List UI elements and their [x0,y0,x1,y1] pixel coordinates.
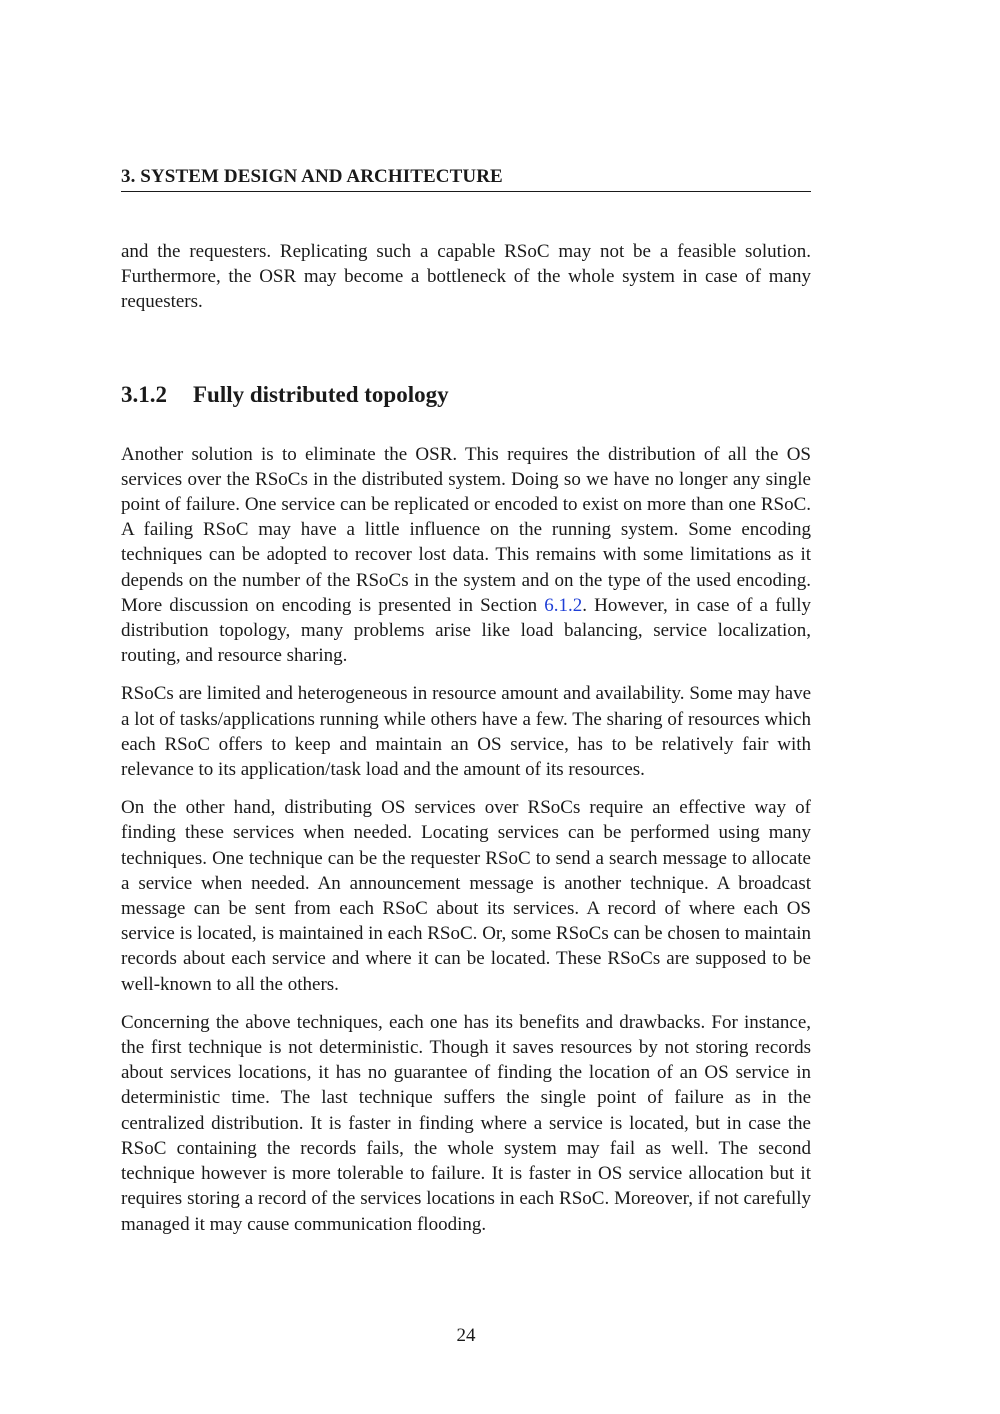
section-reference-link[interactable]: 6.1.2 [544,594,583,616]
chapter-title: 3. SYSTEM DESIGN AND ARCHITECTURE [121,166,503,187]
section-heading [121,380,811,410]
intro-paragraph: and the requesters. Replicating such a capable RSoC may not be a feasible solution. Furthermore, the OSR may become a bottleneck of the whole system in case of many requesters. [121,241,811,313]
running-header [121,164,811,192]
paragraph-1-text-b: . However, in case of a fully distribution topology, many problems arise like load balancing, service localization, routing, and resource sharing. [121,594,811,667]
paragraph-2: RSoCs are limited and heterogeneous in resource amount and availability. Some may have a lot of tasks/applications running while others have a few. The sharing of resources which each RSoC offers to keep and maintain an OS service, has to be relatively fair with relevance to its application/task load and the amount of its resources. [121,683,811,781]
paragraph-3: On the other hand, distributing OS services over RSoCs require an effective way of finding these services when needed. Locating services can be performed using many techniques. One technique can be the requester RSoC to send a search message to allocate a service when needed. An announcement message is another technique. A broadcast message can be sent from each RSoC about its services. A record of where each OS service is located, is maintained in each RSoC. Or, some RSoCs can be chosen to maintain records about each service and where it can be located. These RSoCs are supposed to be well-known to all the others. [121,797,811,995]
section-number: 3.1.2 [121,381,167,407]
section-title: Fully distributed topology [193,381,449,407]
page-body [121,239,811,1250]
paragraph-1 [121,442,811,669]
page-number: 24 [456,1325,476,1346]
paragraph-4: Concerning the above techniques, each one has its benefits and drawbacks. For instance, the first technique is not deterministic. Though it saves resources by not storing records about services locations, it has no guarantee of finding the location of an OS service in deterministic time. The last technique suffers the single point of failure as in the centralized distribution. It is faster in finding where a service is located, but in case the RSoC containing the records fails, the whole system may fail as well. The second technique however is more tolerable to failure. It is faster in OS service allocation but it requires storing a record of the services locations in each RSoC. Moreover, if not carefully managed it may cause communication flooding. [121,1011,811,1235]
paragraph-1-text-a: Another solution is to eliminate the OSR. This requires the distribution of all the OS services over the RSoCs in the distributed system. Doing so we have no longer any single point of failure. One service can be replicated or encoded to exist on more than one RSoC. A failing RSoC may have a little influence on the running system. Some encoding techniques can be adopted to recover lost data. This remains with some limitations as it depends on the number of the RSoCs in the system and on the type of the used encoding. More discussion on encoding is presented in Section [121,443,811,616]
